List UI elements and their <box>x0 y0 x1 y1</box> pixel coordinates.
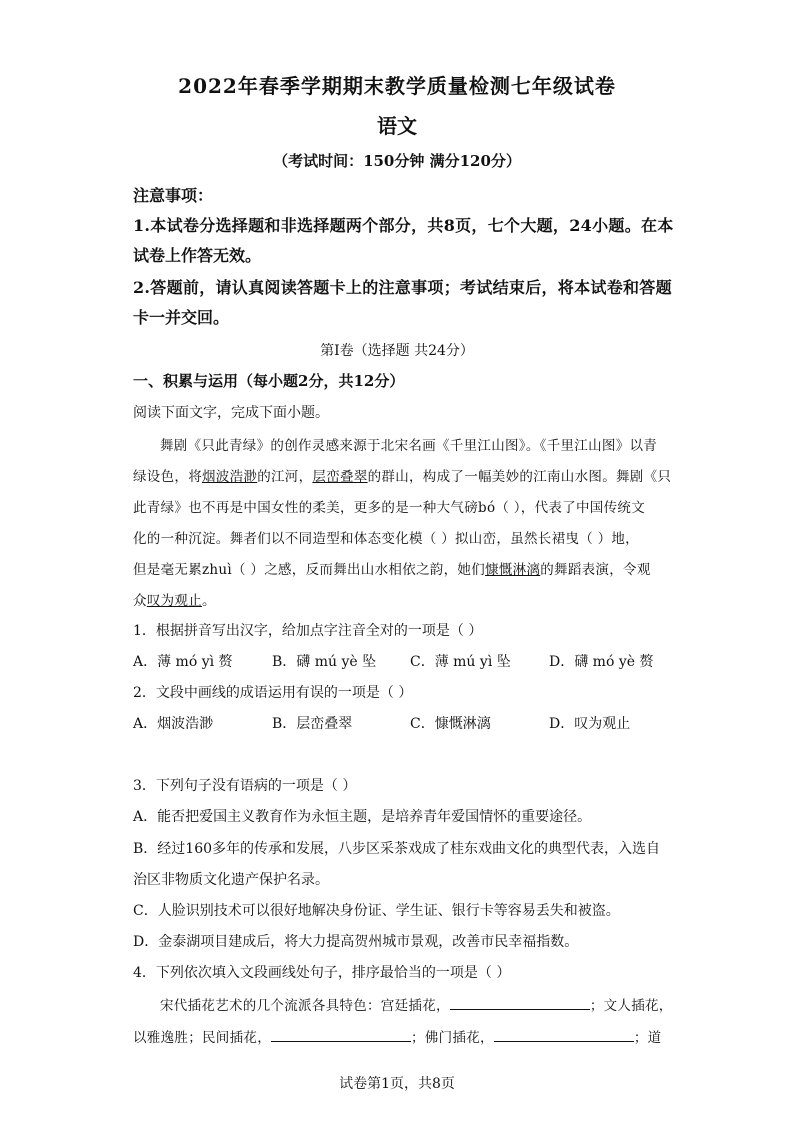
q3-option-c: C．人脸识别技术可以很好地解决身份证、学生证、银行卡等容易丢失和被盗。 <box>133 903 620 919</box>
answer-blank <box>494 1027 634 1042</box>
underlined-idiom-2: 层峦叠翠 <box>312 469 368 485</box>
subject-title: 语文 <box>377 114 417 138</box>
underlined-idiom-3: 慷慨淋漓 <box>485 562 541 578</box>
passage-line-5: 但是毫无累zhuì（ ）之感，反而舞出山水相依之韵，她们慷慨淋漓的舞蹈表演，令观 <box>133 562 651 578</box>
exam-info: （考试时间：150分钟 满分120分） <box>273 152 521 170</box>
q1-option-c: C．薄 mú yì 坠 <box>410 654 511 670</box>
section1-title: 一、积累与运用（每小题2分，共12分） <box>133 372 405 390</box>
passage-line-4: 化的一种沉淀。舞者们以不同造型和体态变化模（ ）拟山峦，虽然长裙曳（ ）地， <box>133 531 639 547</box>
q1-option-d: D．礴 mó yè 赘 <box>549 654 654 670</box>
q1-stem: 1．根据拼音写出汉字，给加点字注音全对的一项是（ ） <box>133 623 483 639</box>
q1-option-b: B．礴 mú yè 坠 <box>272 654 377 670</box>
q2-option-d: D．叹为观止 <box>549 716 631 732</box>
q4-stem: 4．下列依次填入文段画线处句子，排序最恰当的一项是（ ） <box>133 965 511 981</box>
q4-passage-line-2: 以雅逸胜；民间插花， ；佛门插花， ；道 <box>133 1026 661 1046</box>
passage-line-2: 绿设色，将烟波浩渺的江河，层峦叠翠的群山，构成了一幅美妙的江南山水图。舞剧《只 <box>133 469 672 485</box>
passage-line-3: 此青绿》也不再是中国女性的柔美，更多的是一种大气磅bó（ ），代表了中国传统文 <box>133 500 646 516</box>
answer-blank <box>271 1027 411 1042</box>
page-footer: 试卷第1页，共8页 <box>339 1076 455 1092</box>
q4-passage-line-1: 宋代插花艺术的几个流派各具特色：宫廷插花， ；文人插花， <box>160 994 673 1014</box>
q2-stem: 2．文段中画线的成语运用有误的一项是（ ） <box>133 685 413 701</box>
q3-option-a: A．能否把爱国主义教育作为永恒主题，是培养青年爱国情怀的重要途径。 <box>133 809 592 825</box>
q1-option-a: A．薄 mó yì 赘 <box>133 654 233 670</box>
notice-item1-line2: 试卷上作答无效。 <box>133 246 262 265</box>
notice-item1-line1: 1.本试卷分选择题和非选择题两个部分，共8页，七个大题，24小题。在本 <box>133 216 674 235</box>
notice-heading: 注意事项： <box>133 186 214 205</box>
part-title: 第Ⅰ卷（选择题 共24分） <box>320 343 474 359</box>
q3-option-b-line1: B．经过160多年的传承和发展，八步区采茶戏成了桂东戏曲文化的典型代表，入选自 <box>133 841 661 857</box>
q2-option-a: A．烟波浩渺 <box>133 716 214 732</box>
passage-line-1: 舞剧《只此青绿》的创作灵感来源于北宋名画《千里江山图》。《千里江山图》以青 <box>160 438 658 454</box>
q2-option-b: B．层峦叠翠 <box>272 716 353 732</box>
instruction: 阅读下面文字，完成下面小题。 <box>133 405 329 421</box>
q3-option-b-line2: 治区非物质文化遗产保护名录。 <box>133 872 329 888</box>
notice-item2-line1: 2.答题前，请认真阅读答题卡上的注意事项；考试结束后，将本试卷和答题 <box>133 278 672 297</box>
q3-option-d: D．金泰湖项目建成后，将大力提高贺州城市景观，改善市民幸福指数。 <box>133 934 579 950</box>
notice-item2-line2: 卡一并交回。 <box>133 308 230 327</box>
underlined-idiom-4: 叹为观止 <box>146 593 203 609</box>
answer-blank <box>450 995 590 1010</box>
passage-line-6: 众叹为观止。 <box>133 593 216 609</box>
q2-option-c: C．慷慨淋漓 <box>410 716 491 732</box>
q3-stem: 3．下列句子没有语病的一项是（ ） <box>133 778 357 794</box>
underlined-idiom-1: 烟波浩渺 <box>202 469 258 485</box>
exam-title: 2022年春季学期期末教学质量检测七年级试卷 <box>178 74 616 98</box>
